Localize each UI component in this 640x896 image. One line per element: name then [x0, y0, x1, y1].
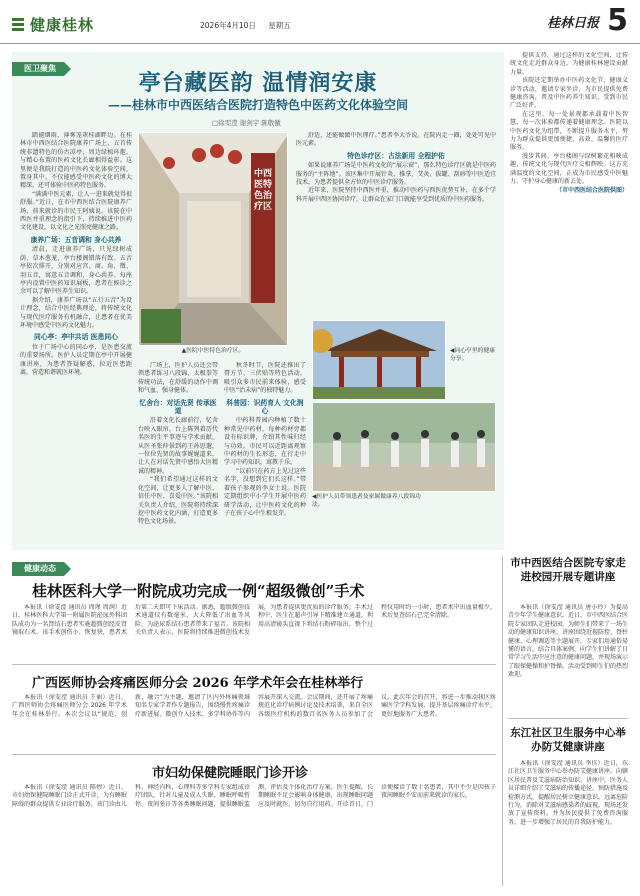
- paragraph: 本报讯（徐雯滢 通讯员 唐小玲）为提高青少年学生健康意识，近日，市中西医结合医院专家团队走进校园，为师生们带来了一场生动的健康知识讲座。讲座围绕近视防控、脊柱健康、心理调适等主题展开，专家们用通俗易懂的语言，结合具体案例，向学生们讲解了日常学习生活中应注意的健康问题，并现场演示了眼保健操和护脊操。活动受到师生们的热烈欢迎。: [508, 604, 628, 679]
- photo-treatment-area: [138, 132, 288, 346]
- article-1-body: [12, 604, 496, 660]
- paragraph: 本报讯（徐雯滢 通讯员 王丽）近日，广西医师协会疼痛医师分会 2026 年学术年会在桂林举行。本次会议以“规范、创新、融合”为主题，邀请了区内外疼痛领域知名专家学者作专题报告，围绕慢性疼痛诊疗新进展、微创介入技术、多学科协作等内容展开深入交流。会议期间，还开展了疼痛规范化诊疗病例讨论及技术培训，来自全区各级医疗机构的数百名医务人员参加了会议。此次年会的召开，将进一步推动我区疼痛医学学科发展，提升基层疼痛诊疗水平，更好地服务广大患者。: [12, 694, 496, 718]
- paragraph: 秋冬时节，医院还推出了膏方节、三伏贴等特色活动，吸引众多市民前来体验，感受中医“治未病”的独特魅力。: [224, 362, 306, 395]
- paragraph: 舒适，还能做做中医理疗。”患者李大爷说。在院内走一圈，处处可见中医元素。: [296, 132, 496, 148]
- photo-caption: ◀医护人员带领患者及家属做康养八段锦功法。: [312, 494, 421, 508]
- photo-caption: ▲医院中医特色治疗区。: [181, 348, 245, 354]
- corridor-photo-icon: [139, 133, 288, 346]
- treatment-area-sign: 中西医特色治疗区: [253, 169, 272, 212]
- news-tag: 健康动态: [12, 562, 64, 576]
- feature-column-4: [296, 132, 496, 312]
- photo-pavilion: [312, 320, 446, 400]
- subheading: 科普园：识药育人 文化润心: [226, 398, 304, 416]
- paragraph: 本报讯（徐雯滢 通讯员 李佳）近日，东江社区卫生服务中心举办防艾健康讲座，向辖区居民普及艾滋病防治知识。讲座中，医务人员详细介绍了艾滋病的传播途径、预防措施及检测方式，提醒居民树立健康意识，远离危险行为，消除对艾滋病感染者的歧视。现场还发放了宣传资料，并为居民提供了免费咨询服务，进一步增强了居民的自我防护能力。: [508, 760, 628, 826]
- subheading: 同心亭：亭中共话 医患同心: [34, 333, 118, 342]
- feature-article: [12, 52, 504, 550]
- paragraph: 位于广场中心的同心亭，是医患交流的重要场所。医护人员定期在亭中开展健康讲座，为患者答疑解惑，拉近医患距离，营造和谐就医环境。: [20, 343, 132, 376]
- feature-column-1: [20, 132, 132, 542]
- photo-credit: （市中西医结合医院供图）: [555, 186, 628, 194]
- section-title: 健康桂林: [30, 16, 95, 34]
- paragraph: 清晨，走进康养广场，只见绿树成荫，草木葱茏，亭台楼阁错落有致。五音亭依次排开，分别对应宫、商、角、徵、羽五音，寓意五音调和，身心共养。每座亭内设置中医药知识展板，患者在候诊之余可以了解中医养生知识。: [20, 246, 132, 296]
- paragraph: 漫步其间，亭台楼阁与绿树繁花相映成趣，传统文化与现代医疗交相辉映。这方充满温度的文化空间，正成为市民感受中医魅力、守护身心健康的新去处。: [510, 152, 628, 186]
- paragraph: “满满中医元素，让人一进来就觉得很舒服。”近日，在市中西医结合医院康养广场，前来就诊的市民王阿姨说。该院在中西医并重理念的指引下，持续推进中医药文化建设，以文化之光照亮健康之路。: [20, 190, 132, 232]
- divider: [508, 718, 628, 719]
- article-3-body: [12, 784, 496, 884]
- divider: [12, 664, 496, 665]
- article-2-body: [12, 694, 496, 750]
- paragraph: 提供支持。通过这样的文化空间，让传统文化走近群众身边，为健康桂林建设贡献力量。: [510, 52, 628, 76]
- masthead: [0, 0, 640, 44]
- photo-exercise: [312, 402, 496, 492]
- column-rule: [502, 556, 503, 886]
- feature-column-3: [224, 362, 306, 544]
- feature-tag: 医卫聚焦: [12, 62, 64, 76]
- article-3-title: 市妇幼保健院睡眠门诊开诊: [152, 766, 309, 781]
- paragraph: 中药科普园内种植了数十种常见中药材，每种药材旁都设有标识牌，介绍其性味归经与功效。市民可以近距离观察中药材的生长形态，在行走中学习中药知识，寓教于乐。: [224, 417, 306, 467]
- issue-date: [200, 20, 301, 31]
- exercise-photo-icon: [313, 403, 496, 492]
- feature-byline: □徐雯滢 谢剑宇 陈敬徽: [212, 119, 281, 127]
- subheading: 康养广场：五音调和 身心共养: [30, 235, 122, 244]
- paragraph: “以前只在药方上见过这些名字，没想到它们长这样。”带着孩子参观的李女士说。医院定期组织中小学生开展中医药研学活动，让中医药文化的种子在孩子心中生根发芽。: [224, 467, 306, 517]
- subheading: 特色诊疗区：古法新用 全程护佑: [347, 151, 445, 160]
- side-article-2-title: 东江社区卫生服务中心举办防艾健康讲座: [510, 727, 626, 753]
- page-number: 5: [607, 3, 628, 38]
- paragraph: 踏褪烟雨，薄雾笼罩桂湖畔边。在桂林市中西医结合医院康养广场上，五首传统非遗特色的仿古凉亭，周边绿植环抱，与精心布置的医药文化长廊相得益彰。这里便是我院打造的中医药文化体验空间，置身其中，不仅能感受中医药文化的博大精深，还可体验中医药特色服务。: [20, 132, 132, 190]
- paragraph: 在这里，每一处景观都承载着中医智慧，每一次体验都传递着健康理念。医院以中医药文化为纽带，不断提升服务水平，努力为群众提供更加便捷、高效、温馨的医疗服务。: [510, 110, 628, 152]
- side-article-1-title: 市中西医结合医院专家走进校园开展专题讲座: [510, 557, 626, 583]
- photo-caption: ◀同心亭里的健康分享。: [450, 348, 496, 362]
- newspaper-logo: 桂林日报: [547, 15, 600, 31]
- feature-side-column: [510, 52, 628, 550]
- paragraph: 沿着文化长廊前行，忆舍台映入眼帘。台上陈列着历代名医的生平事迹与学术贡献，从医圣张仲景到药王孙思邈，一位位先贤的故事娓娓道来，让人在对话先贤中感悟大医精诚的精神。: [138, 417, 218, 475]
- paragraph: 如果说康养广场是中医药文化的“展示窗”，那么特色诊疗区就是中医药服务的“主阵地”。该区集中开展针灸、推拿、艾灸、拔罐、刮痧等中医适宜技术，为患者提供全方位的中医诊疗服务。: [296, 162, 496, 187]
- article-1-title: 桂林医科大学一附院成功完成一例“超级微创”手术: [32, 582, 365, 600]
- paragraph: 近年来，医院坚持中西医并重，推动中医药与西医优势互补，在多个学科开展中西医协同诊疗，让群众在家门口就能享受到优质的中医药服务。: [296, 187, 496, 203]
- weekday-text: 星期五: [268, 21, 291, 30]
- side-article-1-body: [508, 604, 628, 714]
- date-text: 2026年4月10日: [200, 21, 256, 30]
- paragraph: 本报讯（徐雯滢 通讯员 陈婷）近日，市妇幼保健院睡眠门诊正式开诊，为有睡眠障碍的群众提供专业诊疗服务。该门诊由儿科、神经内科、心理科等多学科专家组成诊疗团队，针对儿童及成人失眠、睡眠呼吸暂停、夜间多汗等各类睡眠问题，提供睡眠监测、评估及个体化治疗方案。医生提醒，长期睡眠不足会影响身体健康，出现睡眠问题应及时就医，切勿自行用药。开诊首日，门诊便接诊了数十名患者，其中不少是因孩子夜间睡眠不安而前来就诊的家长。: [12, 784, 496, 808]
- paragraph: 广场上，医护人员还会带领患者练习八段锦、太极拳等传统功法，在舒缓的动作中调和气血、强身健体。: [138, 362, 218, 395]
- paragraph: “我们希望通过这样的文化空间，让更多人了解中医、信任中医、喜爱中医。”该院相关负责人介绍，医院将持续深挖中医药文化内涵，打造更多特色文化场景。: [138, 476, 218, 526]
- paragraph: 本报讯（徐雯滢 通讯员 周瑾 周润）近日，桂林医科大学第一附属医院泌尿外科团队成功为一名肾结石患者实施超微创经皮肾镜取石术。该手术创伤小、恢复快，患者术后第二天即可下床活动。据悉，超级微创技术通道仅有数毫米，大大降低了出血等风险，为泌尿系结石患者带来了福音。该院相关负责人表示，医院将持续推进微创技术发展，为患者提供更优质的诊疗服务。手术过程中，医生在超声引导下精准建立通道，利用高清镜头直视下将结石粉碎取出，整个过程仅用时约一小时，患者术中出血量极少，术后复查结石已完全清除。: [12, 604, 496, 637]
- health-news: [12, 556, 628, 890]
- subheading: 忆舍台：对话先贤 传承医道: [139, 398, 217, 416]
- paragraph: 该院还定期举办中医药文化节、健康义诊等活动，邀请专家坐诊，为市民提供免费健康咨询，普及中医药养生知识，受到市民广泛好评。: [510, 77, 628, 110]
- section-bars-icon: [12, 18, 24, 31]
- feature-column-2: [138, 362, 218, 544]
- divider: [12, 754, 496, 755]
- pavilion-photo-icon: [313, 321, 446, 400]
- side-article-2-body: [508, 760, 628, 884]
- section-header: [12, 14, 94, 35]
- article-2-title: 广西医师协会疼痛医师分会 2026 年学术年会在桂林举行: [32, 676, 364, 691]
- feature-subtitle: ——桂林市中西医结合医院打造特色中医药文化体验空间: [107, 98, 408, 112]
- paragraph: 据介绍，康养广场以“五行五音”为设计理念，结合中医经典理论，将传统文化与现代医疗服务有机融合，让患者在优美环境中感受中医药文化魅力。: [20, 296, 132, 329]
- paper-brand: [547, 3, 628, 38]
- feature-title: 亭台藏医韵 温情润安康: [138, 70, 378, 96]
